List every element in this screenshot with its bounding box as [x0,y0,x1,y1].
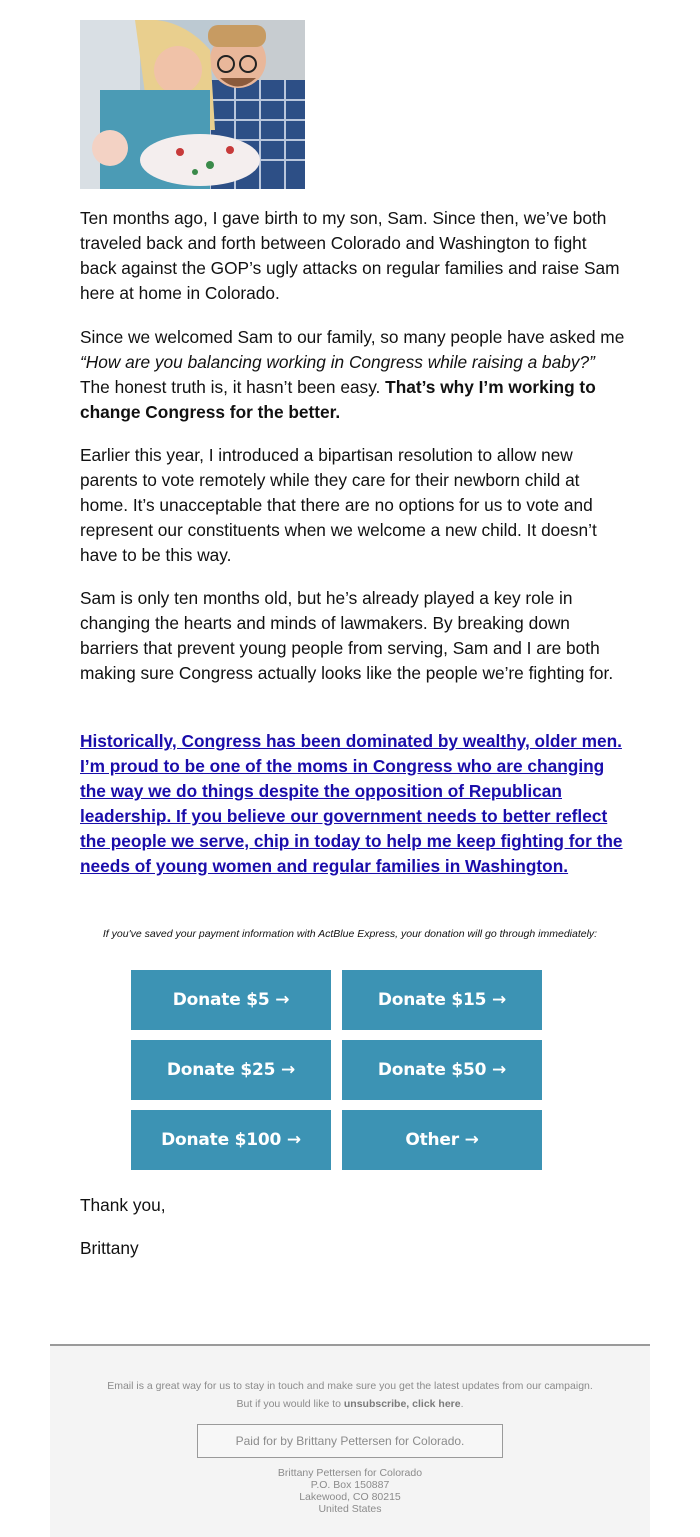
footer-unsubscribe-suffix: . [460,1398,464,1410]
address-org: Brittany Pettersen for Colorado [277,1467,423,1479]
address-pobox: P.O. Box 150887 [310,1479,390,1491]
balancing-text-b: The honest truth is, it hasn’t been easy. [80,377,386,397]
actblue-express-note: If you've saved your payment information with ActBlue Express, your donation will go through immediately: [102,928,598,940]
footer-unsubscribe-prefix: But if you would like to [236,1398,344,1410]
resolution-paragraph: Earlier this year, I introduced a bipartisan resolution to allow new parents to vote remotely while they care for their newborn child at home. It’s unacceptable that there are no options for us to vote and represent our constituents when we welcome a new child. It doesn’t have to be this way. [80,445,597,565]
sam-paragraph: Sam is only ten months old, but he’s already played a key role in changing the hearts and minds of lawmakers. By breaking down barriers that prevent young people from serving, Sam and I are both making sure Congress actually looks like the people we’re fighting for. [80,588,614,683]
intro-paragraph: Ten months ago, I gave birth to my son, Sam. Since then, we’ve both traveled back and forth between Colorado and Washington to fight back against the GOP’s ugly attacks on regular families and raise Sam here at home in Colorado. [80,208,620,303]
balancing-text-a: Since we welcomed Sam to our family, so many people have asked me [80,327,625,347]
balancing-paragraph [80,325,625,425]
donate-cta-link[interactable]: Historically, Congress has been dominated by wealthy, older men. I’m proud to be one of the moms in Congress who are changing the way we do things despite the opposition of Republican leadership. If you believe our government needs to better reflect the people we serve, chip in today to help me keep fighting for the needs of young women and regular families in Washington. [80,731,623,876]
balancing-quote: “How are you balancing working in Congress while raising a baby?” [80,352,595,372]
donate-15-button[interactable]: Donate $15 → [342,970,542,1030]
footer-unsubscribe-line [50,1397,650,1411]
balancing-bold: That’s why I’m working to change Congress for the better. [80,377,596,422]
address-city: Lakewood, CO 80215 [299,1491,401,1503]
family-photo-image [80,20,305,189]
email-footer [50,1344,650,1537]
cta-paragraph [80,729,625,879]
signature-name: Brittany [80,1238,139,1258]
thanks-text: Thank you, [80,1195,166,1215]
donate-100-button[interactable]: Donate $100 → [131,1110,331,1170]
unsubscribe-link[interactable]: unsubscribe, click here [343,1398,461,1410]
footer-info-line: Email is a great way for us to stay in touch and make sure you get the latest updates from our campaign. [107,1380,593,1392]
donate-5-button[interactable]: Donate $5 → [131,970,331,1030]
donate-50-button[interactable]: Donate $50 → [342,1040,542,1100]
address-country: United States [318,1503,382,1515]
paid-for-disclaimer: Paid for by Brittany Pettersen for Colorado. [197,1424,503,1458]
donate-other-button[interactable]: Other → [342,1110,542,1170]
donate-25-button[interactable]: Donate $25 → [131,1040,331,1100]
family-photo [80,20,305,189]
